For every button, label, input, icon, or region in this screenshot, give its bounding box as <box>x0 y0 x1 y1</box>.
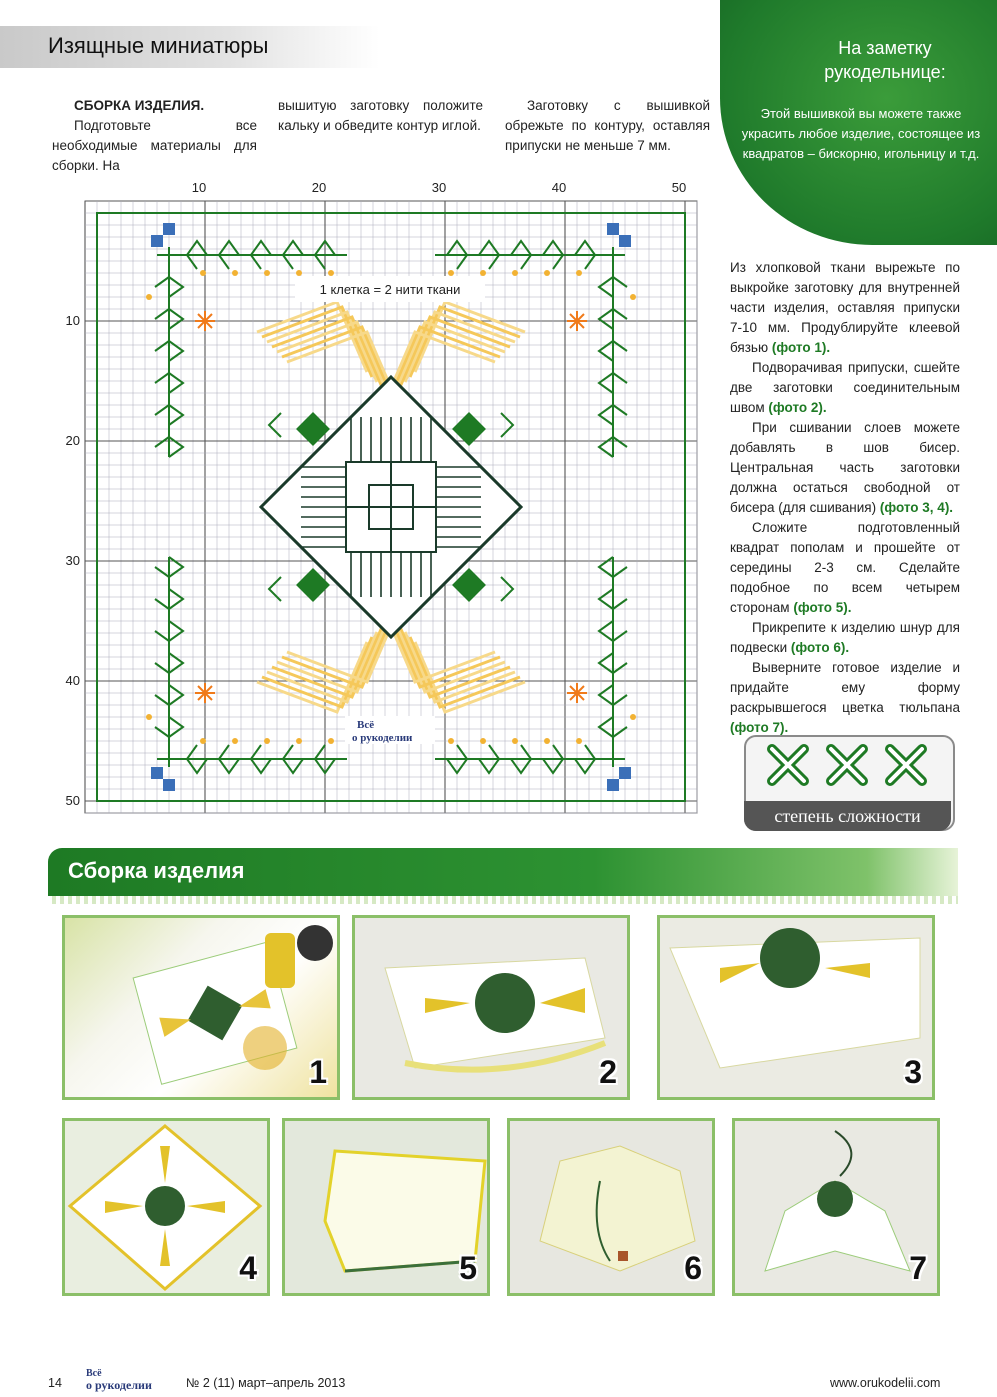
photo-5 <box>282 1118 490 1296</box>
step-4-text: Сложите подготовленный квадрат пополам и прошейте от середины 2-3 см. Сделайте подобное по всем четырем сторонам <box>730 520 960 615</box>
corner-blue-square <box>163 779 175 791</box>
difficulty-label: степень сложности <box>744 801 951 831</box>
vine-berry <box>544 738 550 744</box>
vine-berry <box>296 738 302 744</box>
step-2-text: Подворачивая припуски, сшейте две заготовки соединительным швом <box>730 360 960 415</box>
difficulty-badge <box>744 735 955 831</box>
orange-star <box>567 683 587 703</box>
step-3-ref: (фото 3, 4). <box>879 500 954 515</box>
step-6 <box>730 658 960 738</box>
watermark-line-2: о рукоделии <box>352 732 413 744</box>
vine-berry <box>146 294 152 300</box>
steps-column <box>730 258 960 738</box>
watermark-line-1: Всё <box>357 719 375 731</box>
footer-site: www.orukodelii.com <box>830 1376 941 1390</box>
orange-star <box>567 311 587 331</box>
step-3 <box>730 418 960 518</box>
chart-left-ticks <box>66 313 80 808</box>
vine-berry <box>232 270 238 276</box>
photo-4-illustration <box>65 1121 267 1293</box>
vine-berry <box>296 270 302 276</box>
vine-berry <box>544 270 550 276</box>
left-tick-label: 40 <box>65 673 80 688</box>
vine-berry <box>480 270 486 276</box>
intro-col-1 <box>52 96 257 176</box>
step-5 <box>730 618 960 658</box>
photo-7-illustration <box>735 1121 937 1293</box>
intro-text-1: Подготовьте все необходимые материалы для сборки. На <box>52 118 257 173</box>
photo-6-illustration <box>510 1121 712 1293</box>
photo-4-number: 4 <box>239 1250 257 1286</box>
note-blob <box>720 0 997 245</box>
vine-berry <box>448 738 454 744</box>
difficulty-crosses-icon <box>746 737 949 797</box>
vine-berry <box>576 738 582 744</box>
step-3-text: При сшивании слоев можете добавлять в шов бисер. Центральная часть заготовки должна остаться свободной от бисера (для сшивания) <box>730 420 960 515</box>
page-header-title: Изящные миниатюры <box>48 33 269 58</box>
corner-blue-square <box>607 223 619 235</box>
corner-blue-square <box>163 223 175 235</box>
vine-berry <box>328 270 334 276</box>
step-4-ref: (фото 5). <box>793 600 852 615</box>
corner-blue-square <box>151 235 163 247</box>
note-title: На заметку рукодельнице: <box>824 38 946 82</box>
step-2 <box>730 358 960 418</box>
photo-2-illustration <box>355 918 627 1097</box>
photo-1 <box>62 915 340 1100</box>
step-1-text: Из хлопковой ткани вырежьте по выкройке заготовку для внутренней части изделия, оставляя припуски 7-10 мм. Продублируйте клеевой бязью <box>730 260 960 355</box>
photo-3-number: 3 <box>904 1054 922 1090</box>
section-header <box>48 848 958 896</box>
photo-7 <box>732 1118 940 1296</box>
note-body: Этой вышивкой вы можете также украсить любое изделие, состоящее из квадратов – бискорню, игольницу и т.д. <box>741 106 981 161</box>
vine-berry <box>264 270 270 276</box>
vine-berry <box>480 738 486 744</box>
photo-6 <box>507 1118 715 1296</box>
left-tick-label: 50 <box>65 793 80 808</box>
photo-7-number: 7 <box>909 1250 927 1286</box>
top-tick-label: 10 <box>191 180 207 195</box>
corner-blue-square <box>619 767 631 779</box>
step-6-text: Выверните готовое изделие и придайте ему форму раскрывшегося цветка тюльпана <box>730 660 960 715</box>
vine-berry <box>264 738 270 744</box>
footer-logo-line-1: Всё <box>86 1368 102 1379</box>
photo-3 <box>657 915 935 1100</box>
step-2-ref: (фото 2). <box>768 400 827 415</box>
photo-4 <box>62 1118 270 1296</box>
intro-col-3: Заготовку с вышивкой обрежьте по контуру, оставляя припуски не меньше 7 мм. <box>505 98 710 153</box>
top-tick-label: 20 <box>311 180 327 195</box>
footer-logo-line-2: о рукоделии <box>86 1378 152 1392</box>
vine-berry <box>512 270 518 276</box>
scale-note: 1 клетка = 2 нити ткани <box>319 282 461 297</box>
vine-berry <box>512 738 518 744</box>
top-tick-label: 30 <box>431 180 447 195</box>
photo-5-illustration <box>285 1121 487 1293</box>
top-tick-label: 50 <box>671 180 687 195</box>
vine-berry <box>232 738 238 744</box>
vine-berry <box>200 738 206 744</box>
vine-berry <box>630 714 636 720</box>
left-tick-label: 30 <box>65 553 80 568</box>
step-1-ref: (фото 1). <box>771 340 831 355</box>
photo-5-number: 5 <box>459 1250 477 1286</box>
photo-2 <box>352 915 630 1100</box>
cross-stitch-chart <box>40 176 720 826</box>
photo-3-illustration <box>660 918 932 1097</box>
chart-top-ticks <box>192 180 686 195</box>
corner-blue-square <box>607 779 619 791</box>
page-header-banner <box>0 26 380 68</box>
step-5-text: Прикрепите к изделию шнур для подвески <box>730 620 960 655</box>
left-tick-label: 10 <box>65 313 80 328</box>
step-4 <box>730 518 960 618</box>
corner-blue-square <box>151 767 163 779</box>
footer-page-number: 14 <box>48 1376 62 1390</box>
step-6-ref: (фото 7). <box>730 720 789 735</box>
section-title: Сборка изделия <box>68 858 245 883</box>
orange-star <box>195 311 215 331</box>
orange-star <box>195 683 215 703</box>
vine-berry <box>200 270 206 276</box>
vine-berry <box>576 270 582 276</box>
section-divider <box>48 896 958 904</box>
photo-6-number: 6 <box>684 1250 702 1286</box>
vine-berry <box>146 714 152 720</box>
page-footer <box>0 1368 997 1396</box>
intro-heading: СБОРКА ИЗДЕЛИЯ. <box>74 98 205 113</box>
corner-blue-square <box>619 235 631 247</box>
photo-2-number: 2 <box>599 1054 617 1090</box>
vine-berry <box>328 738 334 744</box>
step-5-ref: (фото 6). <box>790 640 850 655</box>
photo-1-illustration <box>65 918 337 1097</box>
photo-1-number: 1 <box>309 1054 327 1090</box>
left-tick-label: 20 <box>65 433 80 448</box>
step-1 <box>730 258 960 358</box>
footer-issue: № 2 (11) март–апрель 2013 <box>186 1376 346 1390</box>
intro-col-2: вышитую заготовку положите кальку и обведите контур иглой. <box>278 98 483 133</box>
vine-berry <box>448 270 454 276</box>
top-tick-label: 40 <box>551 180 567 195</box>
vine-berry <box>630 294 636 300</box>
